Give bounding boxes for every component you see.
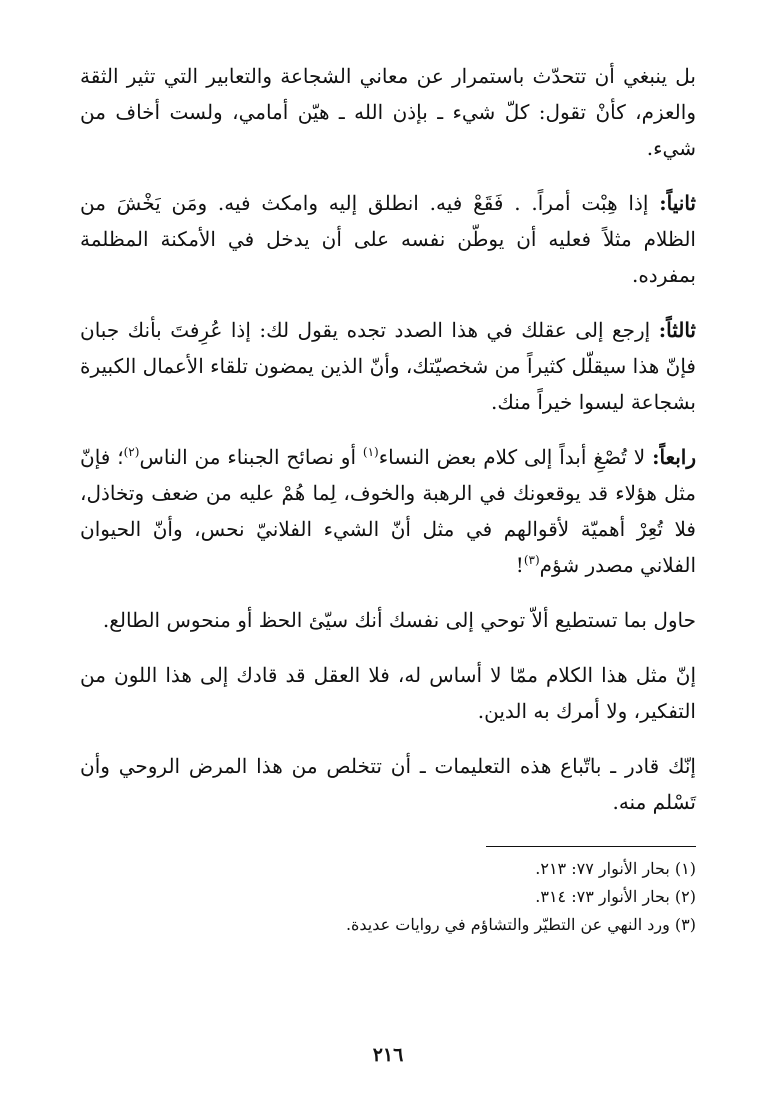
paragraph-text: بل ينبغي أن تتحدّث باستمرار عن معاني الشجاعة والتعابير التي تثير الثقة والعزم، كأنْ تقول: كلّ شيء ـ بإذن الله ـ هيّن أمامي، ولست أخاف من شيء. <box>80 64 696 160</box>
page-number: ٢١٦ <box>372 1044 404 1066</box>
footnote-2: (٢) بحار الأنوار ٧٣: ٣١٤. <box>535 887 696 906</box>
paragraph-text: إذا هِبْت أمراً. . فَقَعْ فيه. انطلق إليه وامكث فيه. ومَن يَخْشَ من الظلام مثلاً فعليه أن يوطّن نفسه على أن يدخل في الأمكنة المظلمة بمفرده. <box>80 191 696 287</box>
paragraph-baseless <box>80 657 696 729</box>
paragraph-text: ! <box>515 553 524 577</box>
footnote-ref-2[interactable]: (٢) <box>123 445 140 459</box>
footnotes <box>80 855 696 939</box>
footnote-ref-1[interactable]: (١) <box>362 445 379 459</box>
paragraph-second <box>80 185 696 293</box>
footnote-divider <box>486 846 696 847</box>
paragraph-label-second: ثانياً: <box>659 191 696 215</box>
paragraph-label-third: ثالثاً: <box>658 318 696 342</box>
paragraph-text: أو نصائح الجبناء من الناس <box>139 445 363 469</box>
paragraph-text: إنّك قادر ـ باتّباع هذه التعليمات ـ أن تتخلص من هذا المرض الروحي وأن تَسْلم منه. <box>80 754 696 814</box>
paragraph-bad-luck <box>80 602 696 638</box>
paragraph-text: إرجع إلى عقلك في هذا الصدد تجده يقول لك: إذا عُرِفتَ بأنك جبان فإنّ هذا سيقلّل كثيراً من شخصيّتك، وأنّ الذين يمضون تلقاء الأعمال الكبيرة بشجاعة ليسوا خيراً منك. <box>80 318 696 414</box>
footnote-ref-3[interactable]: (٣) <box>523 553 540 567</box>
paragraph-label-fourth: رابعاً: <box>652 445 696 469</box>
paragraph-capable <box>80 748 696 820</box>
footnote-3: (٣) ورد النهي عن التطيّر والتشاؤم في روايات عديدة. <box>345 915 696 934</box>
paragraph-text: ؛ فإنّ مثل هؤلاء قد يوقعونك في الرهبة والخوف، لِما هُمْ عليه من ضعف وتخاذل، فلا تُعِرْ أهميّة لأقوالهم في مثل أنّ الشيء الفلانيّ نحس، وأنّ الحيوان الفلاني مصدر شؤم <box>80 445 696 577</box>
footnote-1: (١) بحار الأنوار ٧٧: ٢١٣. <box>535 859 696 878</box>
paragraph-courage-words <box>80 58 696 166</box>
paragraph-text: حاول بما تستطيع ألاّ توحي إلى نفسك أنك سيّئ الحظ أو منحوس الطالع. <box>102 608 696 632</box>
paragraph-third <box>80 312 696 420</box>
paragraph-fourth <box>80 439 696 583</box>
paragraph-text: لا تُصْغِ أبداً إلى كلام بعض النساء <box>378 445 653 469</box>
paragraph-text: إنّ مثل هذا الكلام ممّا لا أساس له، فلا العقل قد قادك إلى هذا اللون من التفكير، ولا أمرك به الدين. <box>80 663 696 723</box>
